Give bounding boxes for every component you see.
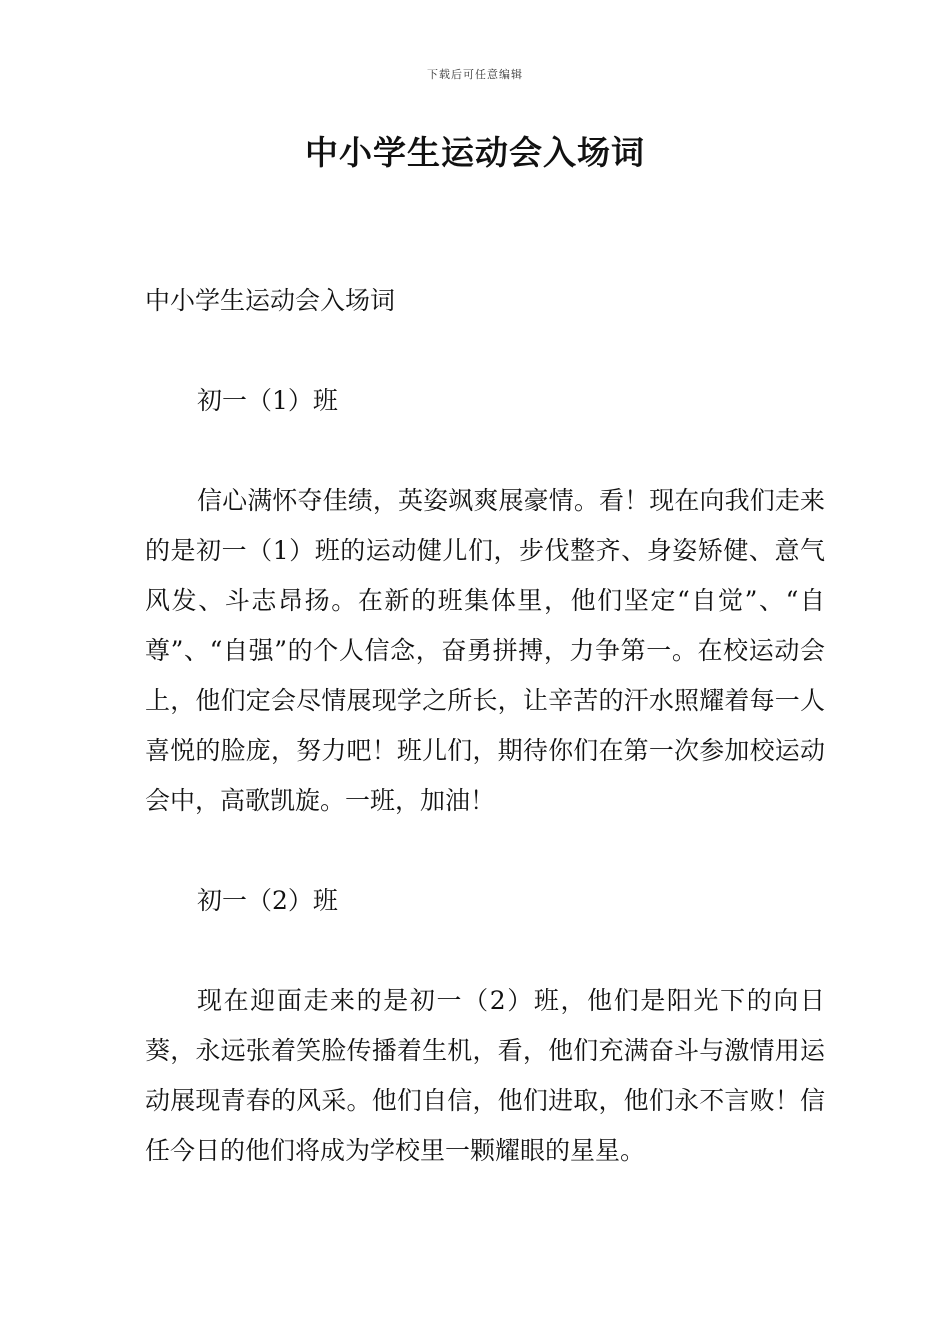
- document-title: 中小学生运动会入场词: [305, 133, 645, 172]
- class-heading-2: 初一（2）班: [197, 886, 338, 915]
- header-note: 下载后可任意编辑: [427, 68, 523, 81]
- class-paragraph-2: 现在迎面走来的是初一（2）班，他们是阳光下的向日葵，永远张着笑脸传播着生机，看，他们充满奋斗与激情用运动展现青春的风采。他们自信，他们进取，他们永不言败！信任今日的他们将成为学校里一颗耀眼的星星。: [145, 986, 825, 1165]
- class-heading-1: 初一（1）班: [197, 386, 338, 415]
- document-subtitle: 中小学生运动会入场词: [145, 286, 396, 315]
- document-body: [145, 276, 825, 1176]
- class-paragraph-1: 信心满怀夺佳绩，英姿飒爽展豪情。看！现在向我们走来的是初一（1）班的运动健儿们，步伐整齐、身姿矫健、意气风发、斗志昂扬。在新的班集体里，他们坚定“自觉”、“自尊”、“自强”的个人信念，奋勇拼搏，力争第一。在校运动会上，他们定会尽情展现学之所长，让辛苦的汗水照耀着每一人喜悦的脸庞，努力吧！班儿们，期待你们在第一次参加校运动会中，高歌凯旋。一班，加油！: [145, 486, 825, 815]
